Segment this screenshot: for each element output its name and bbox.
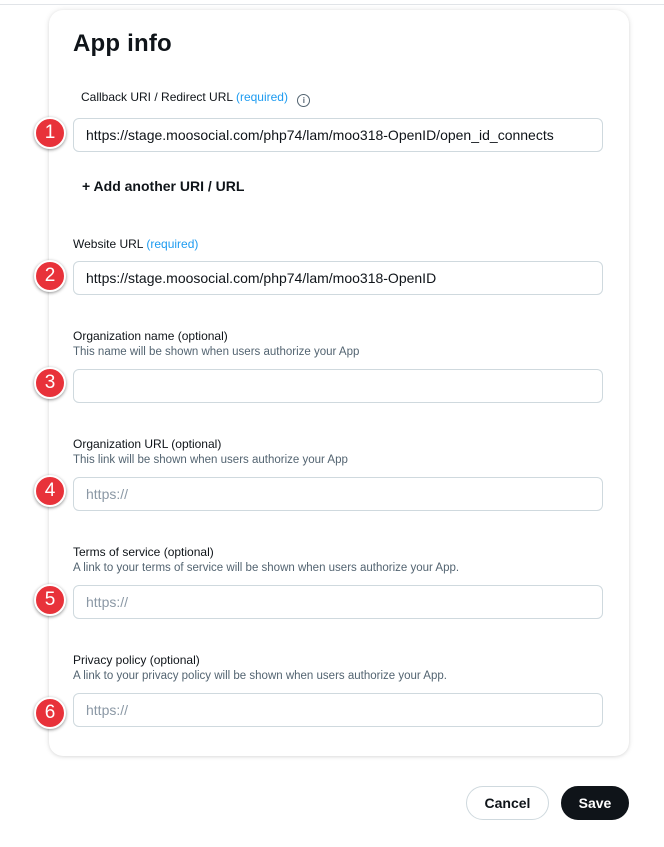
save-button[interactable]: Save (561, 786, 629, 820)
privacy-policy-label (73, 653, 200, 667)
organization-url-label (73, 437, 221, 451)
annotation-badge-1: 1 (34, 117, 66, 149)
website-url-label-text: Website URL (73, 237, 144, 251)
organization-name-label-text: Organization name (73, 329, 175, 343)
annotation-badge-3: 3 (34, 367, 66, 399)
privacy-policy-label-text: Privacy policy (73, 653, 147, 667)
optional-tag: (optional) (149, 653, 200, 667)
privacy-policy-hint: A link to your privacy policy will be shown when users authorize your App. (73, 670, 447, 682)
annotation-badge-2: 2 (34, 260, 66, 292)
page-title: App info (73, 30, 172, 57)
annotation-badge-4: 4 (34, 475, 66, 507)
organization-url-label-text: Organization URL (73, 437, 168, 451)
terms-of-service-input[interactable]: https:// (73, 585, 603, 619)
terms-of-service-label-text: Terms of service (73, 545, 161, 559)
organization-name-hint: This name will be shown when users authorize your App (73, 346, 360, 358)
callback-uri-label (81, 90, 310, 107)
required-tag: (required) (146, 237, 199, 251)
required-tag: (required) (235, 90, 288, 104)
callback-uri-label-text: Callback URI / Redirect URL (81, 90, 233, 104)
privacy-policy-input[interactable]: https:// (73, 693, 603, 727)
cancel-button[interactable]: Cancel (466, 786, 549, 820)
info-icon[interactable]: i (297, 94, 310, 107)
optional-tag: (optional) (171, 437, 222, 451)
organization-url-hint: This link will be shown when users authorize your App (73, 454, 348, 466)
terms-of-service-label (73, 545, 214, 559)
organization-url-input[interactable]: https:// (73, 477, 603, 511)
optional-tag: (optional) (177, 329, 228, 343)
top-divider (0, 4, 664, 5)
terms-of-service-hint: A link to your terms of service will be shown when users authorize your App. (73, 562, 460, 574)
website-url-input[interactable]: https://stage.moosocial.com/php74/lam/moo318-OpenID (73, 261, 603, 295)
website-url-label (73, 237, 198, 251)
annotation-badge-5: 5 (34, 584, 66, 616)
annotation-badge-6: 6 (34, 697, 66, 729)
add-another-uri-button[interactable]: + Add another URI / URL (82, 178, 245, 194)
optional-tag: (optional) (163, 545, 214, 559)
organization-name-input[interactable] (73, 369, 603, 403)
callback-uri-input[interactable]: https://stage.moosocial.com/php74/lam/moo318-OpenID/open_id_connects (73, 118, 603, 152)
organization-name-label (73, 329, 228, 343)
